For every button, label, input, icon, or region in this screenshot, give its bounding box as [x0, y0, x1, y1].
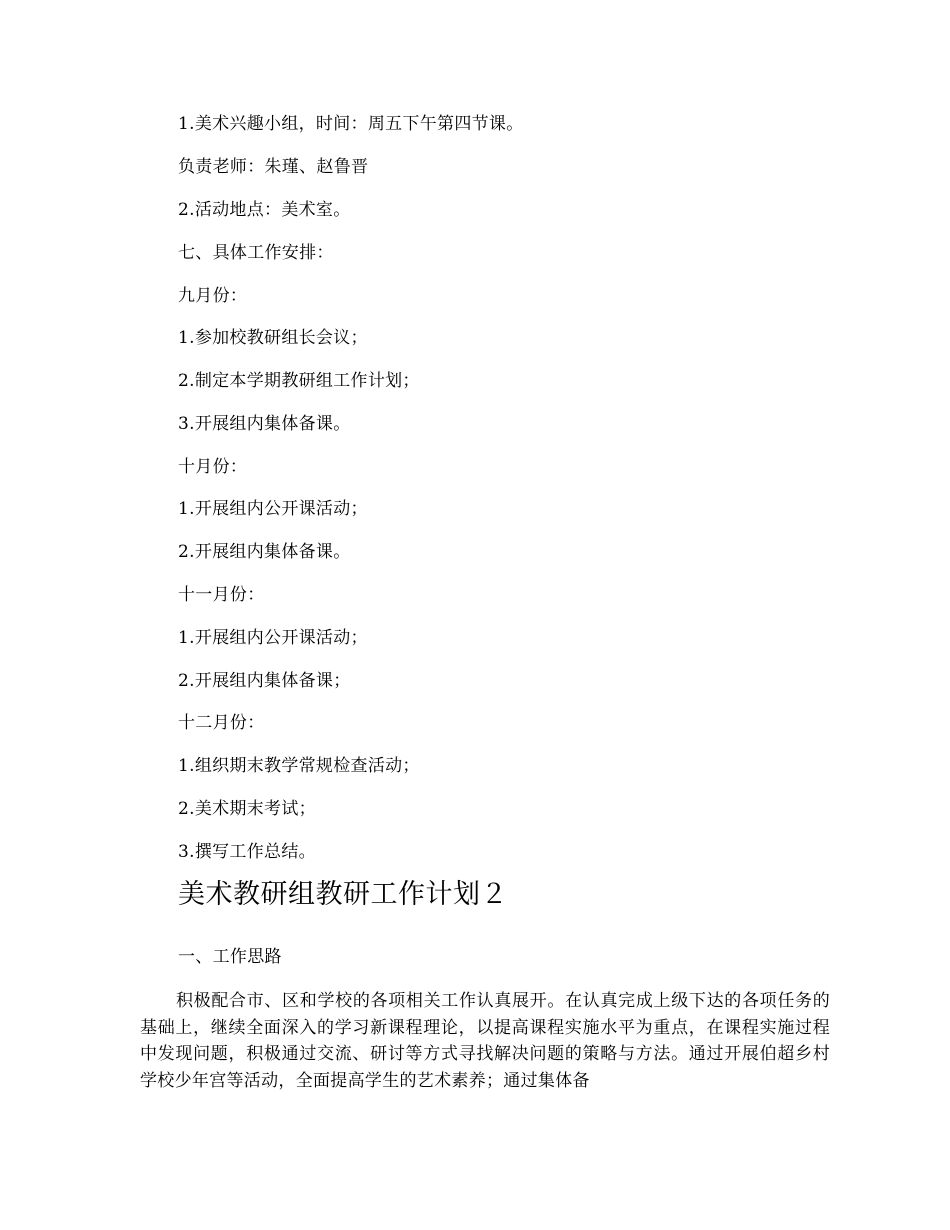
line-november: 十一月份：	[178, 585, 265, 605]
line-dec-item-2: 2.美术期末考试；	[178, 799, 316, 819]
line-section-seven: 七、具体工作安排：	[178, 243, 334, 263]
line-december: 十二月份：	[178, 713, 265, 733]
line-nov-item-1: 1.开展组内公开课活动；	[178, 628, 368, 648]
line-activity-location: 2.活动地点：美术室。	[178, 200, 351, 220]
line-dec-item-3: 3.撰写工作总结。	[178, 842, 316, 862]
line-sep-item-2: 2.制定本学期教研组工作计划；	[178, 371, 420, 391]
line-oct-item-1: 1.开展组内公开课活动；	[178, 499, 368, 519]
line-nov-item-2: 2.开展组内集体备课；	[178, 671, 351, 691]
line-responsible-teachers: 负责老师：朱瑾、赵鲁晋	[178, 157, 369, 177]
line-sep-item-3: 3.开展组内集体备课。	[178, 414, 351, 434]
document-heading: 美术教研组教研工作计划２	[178, 879, 508, 910]
line-dec-item-1: 1.组织期末教学常规检查活动；	[178, 756, 420, 776]
line-october: 十月份：	[178, 457, 248, 477]
line-september: 九月份：	[178, 286, 248, 306]
body-paragraph: 积极配合市、区和学校的各项相关工作认真展开。在认真完成上级下达的各项任务的基础上，继续全面深入的学习新课程理论，以提高课程实施水平为重点，在课程实施过程中发现问题，积极通过交流、研讨等方式寻找解决问题的策略与方法。通过开展伯超乡村学校少年宫等活动，全面提高学生的艺术素养；通过集体备	[140, 991, 830, 1091]
line-oct-item-2: 2.开展组内集体备课。	[178, 542, 351, 562]
line-interest-group-time: 1.美术兴趣小组，时间：周五下午第四节课。	[178, 114, 524, 134]
section-title: 一、工作思路	[178, 947, 282, 967]
line-sep-item-1: 1.参加校教研组长会议；	[178, 328, 368, 348]
